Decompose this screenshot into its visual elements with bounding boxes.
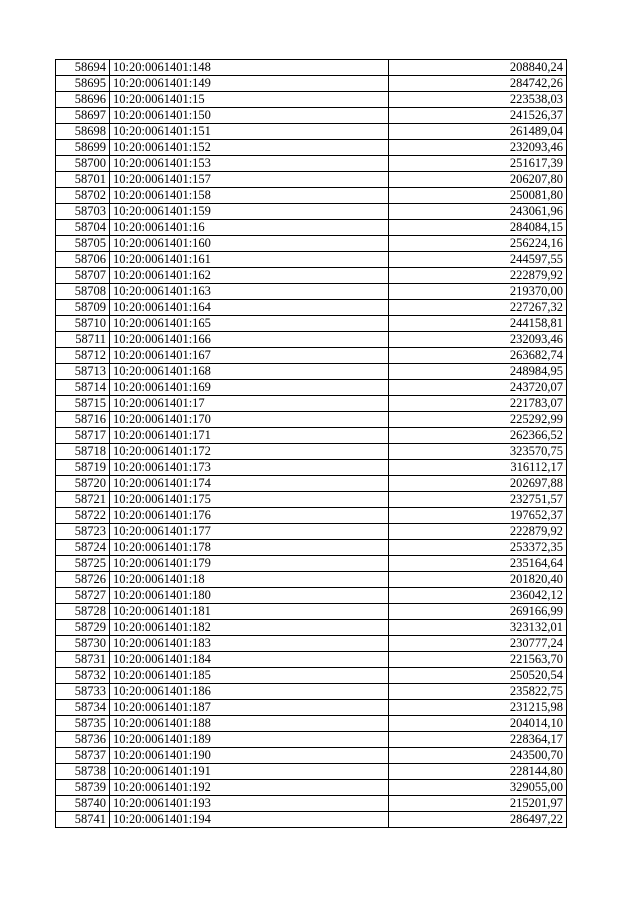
table-row (56, 268, 567, 284)
row-number-cell: 58740 (56, 796, 110, 812)
table-row (56, 748, 567, 764)
table-row (56, 588, 567, 604)
row-number-cell: 58699 (56, 140, 110, 156)
cadastral-number-cell: 10:20:0061401:184 (110, 652, 389, 668)
cadastral-value-cell: 223538,03 (389, 92, 567, 108)
cadastral-value-cell: 232093,46 (389, 332, 567, 348)
row-number-cell: 58732 (56, 668, 110, 684)
cadastral-number-cell: 10:20:0061401:190 (110, 748, 389, 764)
row-number-cell: 58696 (56, 92, 110, 108)
cadastral-number-cell: 10:20:0061401:174 (110, 476, 389, 492)
cadastral-value-cell: 232093,46 (389, 140, 567, 156)
cadastral-value-cell: 323132,01 (389, 620, 567, 636)
row-number-cell: 58730 (56, 636, 110, 652)
cadastral-value-cell: 284742,26 (389, 76, 567, 92)
row-number-cell: 58728 (56, 604, 110, 620)
table-row (56, 364, 567, 380)
table-row (56, 316, 567, 332)
row-number-cell: 58701 (56, 172, 110, 188)
table-row (56, 284, 567, 300)
row-number-cell: 58697 (56, 108, 110, 124)
cadastral-value-cell: 215201,97 (389, 796, 567, 812)
cadastral-number-cell: 10:20:0061401:162 (110, 268, 389, 284)
row-number-cell: 58710 (56, 316, 110, 332)
cadastral-number-cell: 10:20:0061401:157 (110, 172, 389, 188)
row-number-cell: 58741 (56, 812, 110, 828)
row-number-cell: 58703 (56, 204, 110, 220)
cadastral-value-cell: 269166,99 (389, 604, 567, 620)
row-number-cell: 58729 (56, 620, 110, 636)
row-number-cell: 58700 (56, 156, 110, 172)
cadastral-value-cell: 227267,32 (389, 300, 567, 316)
cadastral-number-cell: 10:20:0061401:191 (110, 764, 389, 780)
table-row (56, 716, 567, 732)
table-row (56, 796, 567, 812)
cadastral-value-cell: 286497,22 (389, 812, 567, 828)
table-row (56, 428, 567, 444)
table-row (56, 236, 567, 252)
table-row (56, 396, 567, 412)
table-row (56, 76, 567, 92)
cadastral-value-cell: 251617,39 (389, 156, 567, 172)
row-number-cell: 58725 (56, 556, 110, 572)
cadastral-number-cell: 10:20:0061401:180 (110, 588, 389, 604)
table-row (56, 172, 567, 188)
cadastral-value-cell: 232751,57 (389, 492, 567, 508)
cadastral-value-cell: 228364,17 (389, 732, 567, 748)
table-row (56, 300, 567, 316)
cadastral-number-cell: 10:20:0061401:187 (110, 700, 389, 716)
cadastral-value-cell: 201820,40 (389, 572, 567, 588)
table-row (56, 780, 567, 796)
table-row (56, 492, 567, 508)
cadastral-number-cell: 10:20:0061401:185 (110, 668, 389, 684)
cadastral-value-cell: 221563,70 (389, 652, 567, 668)
cadastral-value-cell: 244597,55 (389, 252, 567, 268)
cadastral-value-cell: 243720,07 (389, 380, 567, 396)
table-row (56, 556, 567, 572)
row-number-cell: 58721 (56, 492, 110, 508)
cadastral-value-cell: 284084,15 (389, 220, 567, 236)
cadastral-value-cell: 263682,74 (389, 348, 567, 364)
row-number-cell: 58709 (56, 300, 110, 316)
table-row (56, 204, 567, 220)
cadastral-value-cell: 206207,80 (389, 172, 567, 188)
row-number-cell: 58734 (56, 700, 110, 716)
cadastral-number-cell: 10:20:0061401:148 (110, 60, 389, 76)
row-number-cell: 58712 (56, 348, 110, 364)
row-number-cell: 58717 (56, 428, 110, 444)
table-row (56, 700, 567, 716)
cadastral-number-cell: 10:20:0061401:15 (110, 92, 389, 108)
cadastral-number-cell: 10:20:0061401:181 (110, 604, 389, 620)
table-row (56, 348, 567, 364)
cadastral-value-cell: 241526,37 (389, 108, 567, 124)
table-row (56, 332, 567, 348)
table-row (56, 412, 567, 428)
cadastral-number-cell: 10:20:0061401:172 (110, 444, 389, 460)
cadastral-number-cell: 10:20:0061401:167 (110, 348, 389, 364)
table-row (56, 764, 567, 780)
table-row (56, 572, 567, 588)
row-number-cell: 58726 (56, 572, 110, 588)
table-row (56, 60, 567, 76)
cadastral-value-cell: 235822,75 (389, 684, 567, 700)
row-number-cell: 58714 (56, 380, 110, 396)
table-row (56, 604, 567, 620)
table-row (56, 460, 567, 476)
cadastral-number-cell: 10:20:0061401:151 (110, 124, 389, 140)
cadastral-value-table (55, 59, 567, 828)
table-row (56, 524, 567, 540)
cadastral-number-cell: 10:20:0061401:194 (110, 812, 389, 828)
table-row (56, 156, 567, 172)
cadastral-number-cell: 10:20:0061401:16 (110, 220, 389, 236)
cadastral-value-cell: 316112,17 (389, 460, 567, 476)
cadastral-number-cell: 10:20:0061401:179 (110, 556, 389, 572)
cadastral-value-cell: 250081,80 (389, 188, 567, 204)
cadastral-number-cell: 10:20:0061401:166 (110, 332, 389, 348)
table-row (56, 108, 567, 124)
cadastral-value-cell: 262366,52 (389, 428, 567, 444)
cadastral-number-cell: 10:20:0061401:188 (110, 716, 389, 732)
table-row (56, 668, 567, 684)
cadastral-value-cell: 235164,64 (389, 556, 567, 572)
cadastral-number-cell: 10:20:0061401:150 (110, 108, 389, 124)
row-number-cell: 58737 (56, 748, 110, 764)
cadastral-value-cell: 236042,12 (389, 588, 567, 604)
cadastral-value-cell: 204014,10 (389, 716, 567, 732)
table-row (56, 812, 567, 828)
cadastral-value-cell: 230777,24 (389, 636, 567, 652)
table-body (56, 60, 567, 828)
cadastral-value-cell: 253372,35 (389, 540, 567, 556)
row-number-cell: 58713 (56, 364, 110, 380)
cadastral-value-cell: 248984,95 (389, 364, 567, 380)
cadastral-value-cell: 221783,07 (389, 396, 567, 412)
table-row (56, 540, 567, 556)
cadastral-number-cell: 10:20:0061401:175 (110, 492, 389, 508)
row-number-cell: 58739 (56, 780, 110, 796)
cadastral-number-cell: 10:20:0061401:182 (110, 620, 389, 636)
table-row (56, 652, 567, 668)
table-row (56, 508, 567, 524)
cadastral-value-cell: 222879,92 (389, 524, 567, 540)
cadastral-number-cell: 10:20:0061401:171 (110, 428, 389, 444)
row-number-cell: 58707 (56, 268, 110, 284)
cadastral-number-cell: 10:20:0061401:193 (110, 796, 389, 812)
cadastral-value-cell: 244158,81 (389, 316, 567, 332)
cadastral-value-cell: 228144,80 (389, 764, 567, 780)
row-number-cell: 58727 (56, 588, 110, 604)
cadastral-value-cell: 329055,00 (389, 780, 567, 796)
row-number-cell: 58719 (56, 460, 110, 476)
cadastral-number-cell: 10:20:0061401:158 (110, 188, 389, 204)
row-number-cell: 58735 (56, 716, 110, 732)
cadastral-value-cell: 250520,54 (389, 668, 567, 684)
cadastral-number-cell: 10:20:0061401:168 (110, 364, 389, 380)
row-number-cell: 58702 (56, 188, 110, 204)
table-row (56, 476, 567, 492)
cadastral-number-cell: 10:20:0061401:170 (110, 412, 389, 428)
row-number-cell: 58716 (56, 412, 110, 428)
cadastral-number-cell: 10:20:0061401:153 (110, 156, 389, 172)
table-row (56, 220, 567, 236)
cadastral-number-cell: 10:20:0061401:159 (110, 204, 389, 220)
table-row (56, 636, 567, 652)
row-number-cell: 58694 (56, 60, 110, 76)
cadastral-value-cell: 219370,00 (389, 284, 567, 300)
table-row (56, 188, 567, 204)
row-number-cell: 58704 (56, 220, 110, 236)
row-number-cell: 58698 (56, 124, 110, 140)
table-row (56, 140, 567, 156)
table-row (56, 444, 567, 460)
cadastral-value-cell: 261489,04 (389, 124, 567, 140)
cadastral-number-cell: 10:20:0061401:17 (110, 396, 389, 412)
cadastral-number-cell: 10:20:0061401:189 (110, 732, 389, 748)
cadastral-value-cell: 225292,99 (389, 412, 567, 428)
cadastral-number-cell: 10:20:0061401:161 (110, 252, 389, 268)
row-number-cell: 58715 (56, 396, 110, 412)
row-number-cell: 58708 (56, 284, 110, 300)
row-number-cell: 58711 (56, 332, 110, 348)
row-number-cell: 58724 (56, 540, 110, 556)
cadastral-number-cell: 10:20:0061401:149 (110, 76, 389, 92)
cadastral-value-cell: 243061,96 (389, 204, 567, 220)
row-number-cell: 58723 (56, 524, 110, 540)
cadastral-number-cell: 10:20:0061401:18 (110, 572, 389, 588)
row-number-cell: 58718 (56, 444, 110, 460)
table-row (56, 380, 567, 396)
row-number-cell: 58706 (56, 252, 110, 268)
row-number-cell: 58733 (56, 684, 110, 700)
cadastral-value-cell: 197652,37 (389, 508, 567, 524)
cadastral-number-cell: 10:20:0061401:169 (110, 380, 389, 396)
cadastral-number-cell: 10:20:0061401:177 (110, 524, 389, 540)
cadastral-number-cell: 10:20:0061401:178 (110, 540, 389, 556)
cadastral-number-cell: 10:20:0061401:186 (110, 684, 389, 700)
cadastral-value-cell: 202697,88 (389, 476, 567, 492)
cadastral-value-cell: 243500,70 (389, 748, 567, 764)
cadastral-number-cell: 10:20:0061401:192 (110, 780, 389, 796)
table-row (56, 124, 567, 140)
table-row (56, 252, 567, 268)
row-number-cell: 58705 (56, 236, 110, 252)
table-row (56, 732, 567, 748)
cadastral-value-cell: 256224,16 (389, 236, 567, 252)
row-number-cell: 58720 (56, 476, 110, 492)
row-number-cell: 58731 (56, 652, 110, 668)
cadastral-number-cell: 10:20:0061401:152 (110, 140, 389, 156)
row-number-cell: 58695 (56, 76, 110, 92)
table-row (56, 92, 567, 108)
cadastral-value-cell: 208840,24 (389, 60, 567, 76)
row-number-cell: 58738 (56, 764, 110, 780)
table-row (56, 684, 567, 700)
cadastral-value-cell: 323570,75 (389, 444, 567, 460)
cadastral-number-cell: 10:20:0061401:173 (110, 460, 389, 476)
cadastral-number-cell: 10:20:0061401:160 (110, 236, 389, 252)
cadastral-number-cell: 10:20:0061401:176 (110, 508, 389, 524)
cadastral-number-cell: 10:20:0061401:165 (110, 316, 389, 332)
cadastral-number-cell: 10:20:0061401:183 (110, 636, 389, 652)
cadastral-value-cell: 231215,98 (389, 700, 567, 716)
row-number-cell: 58736 (56, 732, 110, 748)
cadastral-value-cell: 222879,92 (389, 268, 567, 284)
cadastral-number-cell: 10:20:0061401:163 (110, 284, 389, 300)
table-row (56, 620, 567, 636)
row-number-cell: 58722 (56, 508, 110, 524)
cadastral-number-cell: 10:20:0061401:164 (110, 300, 389, 316)
